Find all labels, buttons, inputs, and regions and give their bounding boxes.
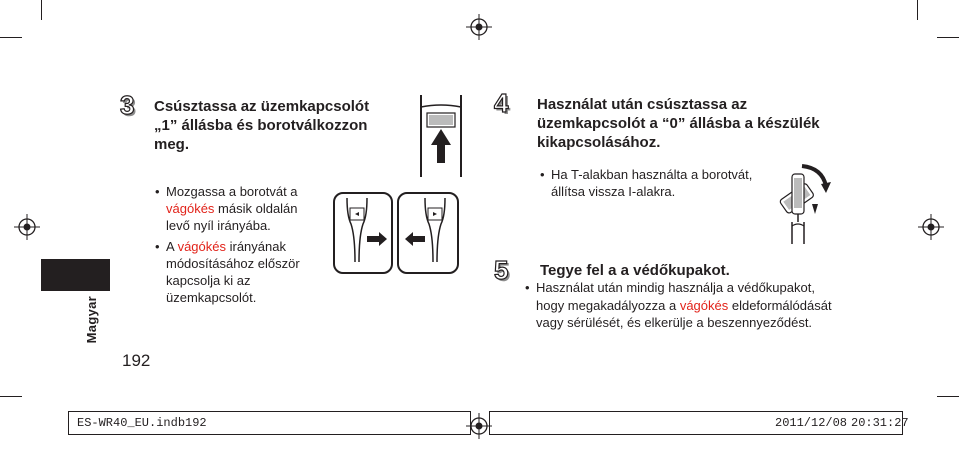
footer-time: 20:31:27: [851, 416, 909, 430]
registration-mark-icon: [466, 14, 492, 40]
step-number-4: 4: [494, 88, 509, 118]
footer-date: 2011/12/08: [775, 416, 848, 430]
step-3-bullet-2: • A vágókés irányának módosításához először kapcsolja ki az üzemkapcsolót.: [155, 239, 300, 305]
shaver-t-to-i-illustration: [770, 160, 832, 245]
language-tab: [41, 259, 110, 291]
shaver-switch-up-illustration: [415, 93, 467, 178]
crop-mark: [41, 0, 42, 20]
registration-mark-icon: [14, 214, 40, 240]
footer-page: 192: [185, 416, 207, 430]
shaver-blade-left-illustration: [333, 192, 393, 274]
crop-mark: [917, 0, 918, 20]
step-4-heading: Használat után csúsztassa az üzemkapcsolót a “0” állásba a készülék kikapcsolásához.: [537, 96, 820, 151]
crop-mark: [0, 37, 22, 38]
shaver-blade-right-illustration: [397, 192, 459, 274]
step-4-bullet-1: • Ha T-alakban használta a borotvát, állítsa vissza I-alakra.: [540, 167, 753, 199]
crop-mark: [0, 396, 22, 397]
page-number: 192: [122, 351, 151, 370]
footer-slug-left: [68, 411, 471, 435]
crop-mark: [937, 37, 959, 38]
step-number-5: 5: [494, 255, 509, 285]
footer-filename: ES-WR40_EU.indb: [77, 416, 186, 430]
crop-mark: [937, 396, 959, 397]
step-5-bullet-1: • Használat után mindig használja a védőkupakot, hogy megakadályozza a vágókés eldeformálódását vagy sérülését, és elkerülje a beszennyeződést.: [525, 280, 832, 330]
step-number-3: 3: [120, 90, 135, 120]
registration-mark-icon: [918, 214, 944, 240]
footer-slug-right: [489, 411, 909, 435]
step-3-bullet-1: • Mozgassa a borotvát a vágókés másik oldalán levő nyíl irányába.: [155, 184, 298, 233]
step-5-heading: Tegye fel a a védőkupakot.: [540, 262, 730, 279]
step-3-heading: Csúsztassa az üzemkapcsolót „1” állásba és borotválkozzon meg.: [154, 98, 370, 153]
language-label: Magyar: [84, 296, 99, 344]
